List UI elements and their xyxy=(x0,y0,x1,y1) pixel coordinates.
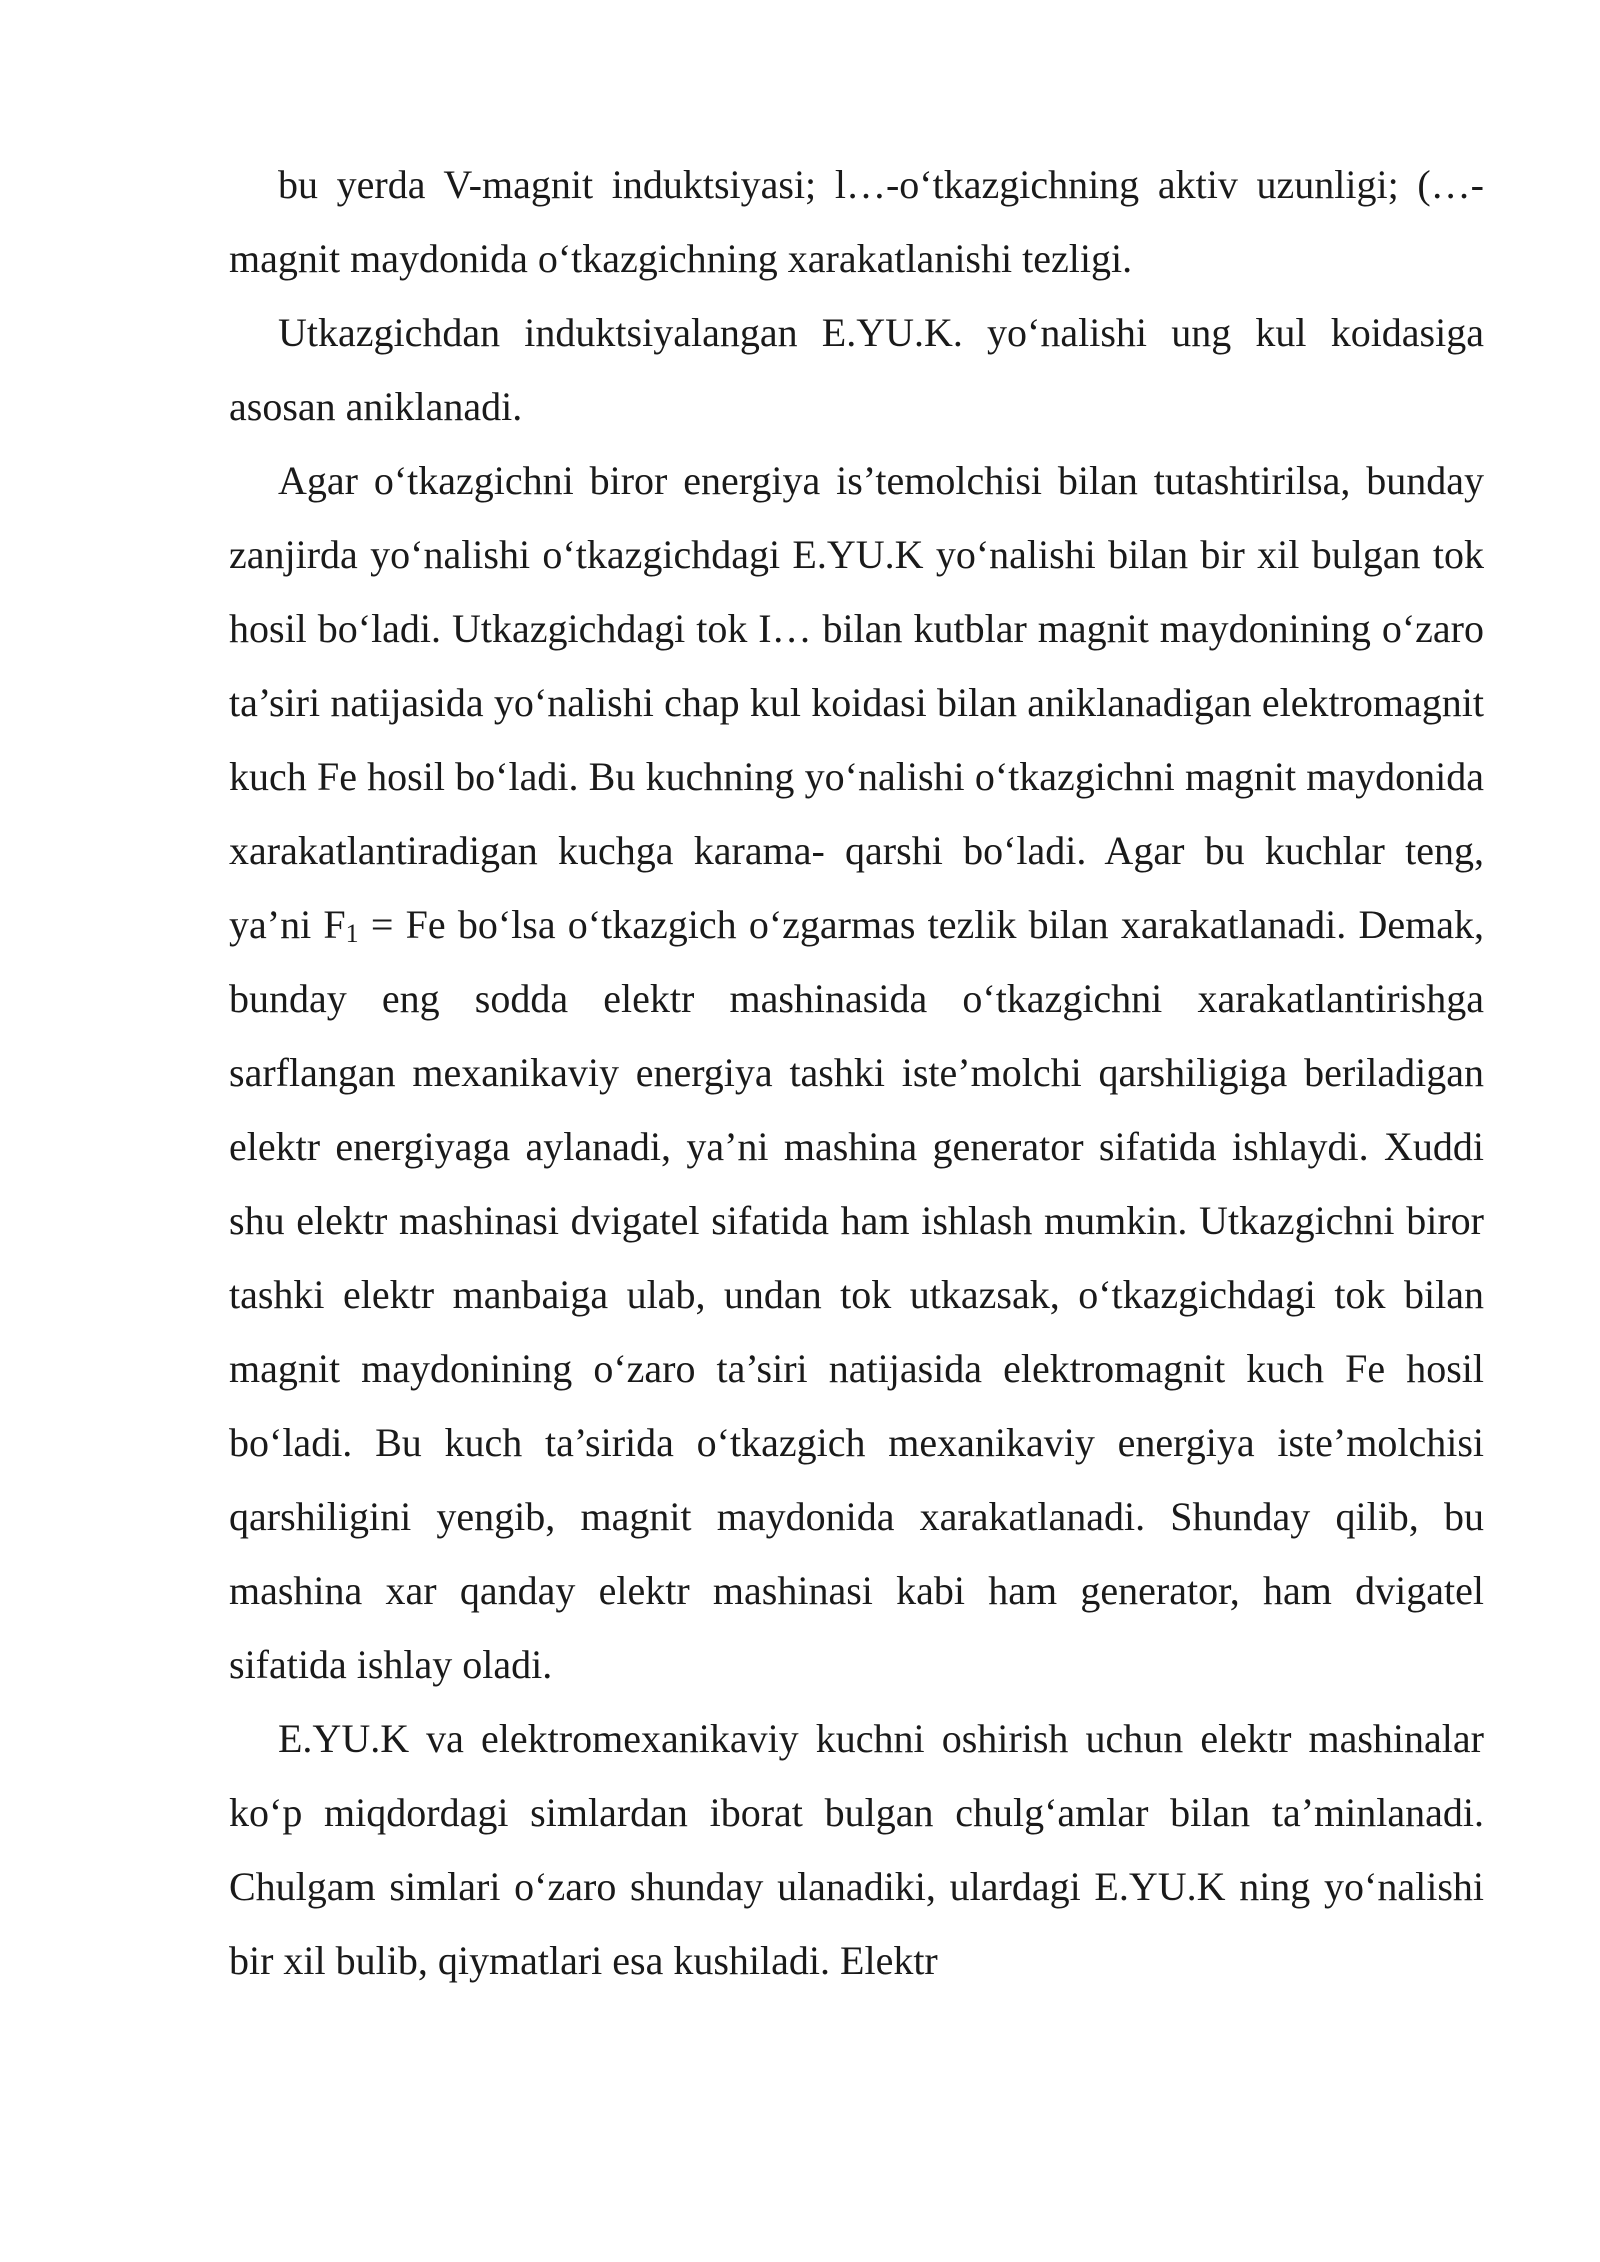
paragraph-emf-direction: Utkazgichdan induktsiyalangan E.YU.K. yo‘nalishi ung kul koidasiga asosan aniklanadi. xyxy=(229,310,1484,429)
paragraph-text-part-1: Agar o‘tkazgichni biror energiya is’temolchisi bilan tutashtirilsa, bunday zanjirda yo‘nalishi o‘tkazgichdagi E.YU.K yo‘nalishi bilan bir xil bulgan tok hosil bo‘ladi. Utkazgichdagi tok I… bilan kutblar magnit maydonining o‘zaro ta’siri natijasida yo‘nalishi chap kul koidasi bilan aniklanadigan elektromagnit kuch Fe hosil bo‘ladi. Bu kuchning yo‘nalishi o‘tkazgichni magnit maydonida xarakatlantiradigan kuchga karama- qarshi bo‘ladi. Agar bu kuchlar teng, ya’ni F xyxy=(229,458,1484,947)
subscript-index: 1 xyxy=(345,919,359,948)
paragraph-definitions: bu yerda V-magnit induktsiyasi; l…-o‘tkazgichning aktiv uzunligi; (…- magnit maydonida o‘tkazgichning xarakatlanishi tezligi. xyxy=(229,162,1484,281)
paragraph-windings: E.YU.K va elektromexanikaviy kuchni oshirish uchun elektr mashinalar ko‘p miqdordagi simlardan iborat bulgan chulg‘amlar bilan ta’minlanadi. Chulgam simlari o‘zaro shunday ulanadiki, ulardagi E.YU.K ning yo‘nalishi bir xil bulib, qiymatlari esa kushiladi. Elektr xyxy=(229,1716,1484,1983)
document-page xyxy=(229,148,1484,1998)
paragraph-generator-motor xyxy=(229,444,1484,1702)
paragraph-text-part-2: = Fe bo‘lsa o‘tkazgich o‘zgarmas tezlik bilan xarakatlanadi. Demak, bunday eng sodda elektr mashinasida o‘tkazgichni xarakatlantirishga sarflangan mexanikaviy energiya tashki iste’molchi qarshiligiga beriladigan elektr energiyaga aylanadi, ya’ni mashina generator sifatida ishlaydi. Xuddi shu elektr mashinasi dvigatel sifatida ham ishlash mumkin. Utkazgichni biror tashki elektr manbaiga ulab, undan tok utkazsak, o‘tkazgichdagi tok bilan magnit maydonining o‘zaro ta’siri natijasida elektromagnit kuch Fe hosil bo‘ladi. Bu kuch ta’sirida o‘tkazgich mexanikaviy energiya iste’molchisi qarshiligini yengib, magnit maydonida xarakatlanadi. Shunday qilib, bu mashina xar qanday elektr mashinasi kabi ham generator, ham dvigatel sifatida ishlay oladi. xyxy=(229,902,1485,1687)
